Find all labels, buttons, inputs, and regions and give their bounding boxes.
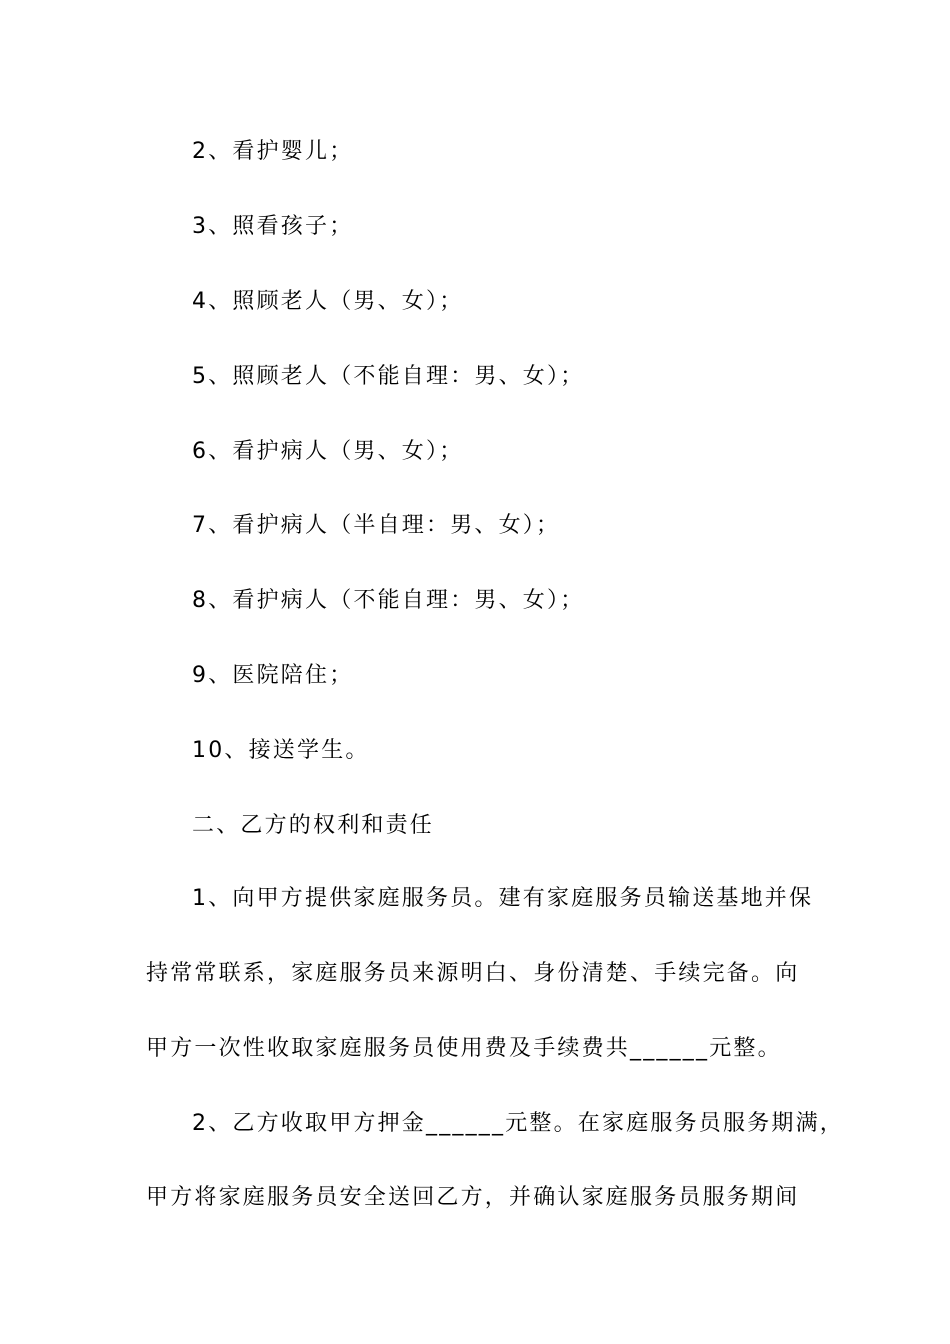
paragraph-line: 持常常联系，家庭服务员来源明白、身份清楚、手续完备。向 (146, 961, 800, 986)
list-item-6: 6、看护病人（男、女）； (192, 439, 464, 464)
list-item-10: 10、接送学生。 (192, 738, 370, 763)
paragraph-line: 甲方将家庭服务员安全送回乙方，并确认家庭服务员服务期间 (146, 1185, 800, 1210)
list-item-4: 4、照顾老人（男、女）； (192, 289, 464, 314)
list-item-5: 5、照顾老人（不能自理：男、女）； (192, 364, 585, 389)
list-item-8: 8、看护病人（不能自理：男、女）； (192, 588, 585, 613)
paragraph-line: 甲方一次性收取家庭服务员使用费及手续费共______元整。 (146, 1036, 782, 1061)
section-heading: 二、乙方的权利和责任 (192, 813, 435, 838)
list-item-3: 3、照看孩子； (192, 214, 354, 239)
list-item-2: 2、看护婴儿； (192, 139, 354, 164)
paragraph-line: 2、乙方收取甲方押金______元整。在家庭服务员服务期满， (192, 1111, 844, 1136)
list-item-7: 7、看护病人（半自理：男、女）； (192, 513, 561, 538)
list-item-9: 9、医院陪住； (192, 663, 354, 688)
paragraph-line: 1、向甲方提供家庭服务员。建有家庭服务员输送基地并保 (192, 886, 814, 911)
